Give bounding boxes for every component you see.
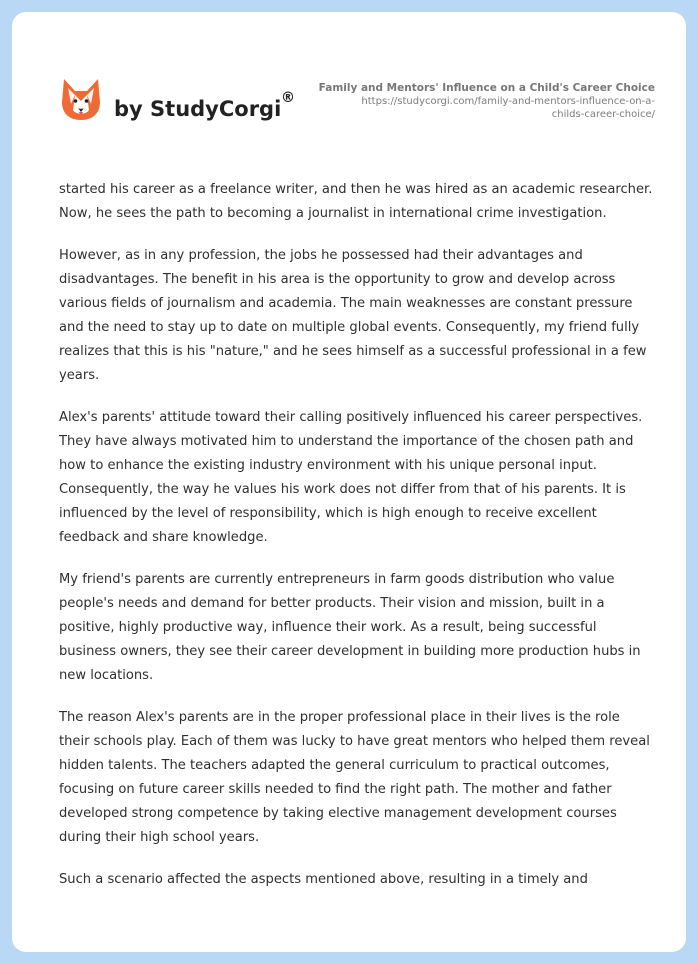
paragraph: started his career as a freelance writer, and then he was hired as an academic researcher. Now, he sees the path to becoming a journalist in international crime investigation. [59, 182, 653, 221]
source-title: Family and Mentors' Influence on a Child's Career Choice [318, 82, 655, 94]
document-header [12, 12, 686, 162]
source-info [295, 81, 655, 121]
paragraph: Such a scenario affected the aspects mentioned above, resulting in a timely and [59, 872, 588, 887]
paragraph: My friend's parents are currently entrepreneurs in farm goods distribution who value people's needs and demand for better products. Their vision and mission, built in a positive, highly productive way, influence their work. As a result, being successful business owners, they see their career development in building more production hubs in new locations. [59, 572, 641, 683]
corgi-logo-icon [60, 75, 102, 121]
document-page [12, 12, 686, 952]
paragraph: The reason Alex's parents are in the proper professional place in their lives is the role their schools play. Each of them was lucky to have great mentors who helped them reveal hidden talents. The teachers adapted the general curriculum to practical outcomes, focusing on future career skills needed to find the right path. The mother and father developed strong competence by taking elective management development courses during their high school years. [59, 710, 650, 845]
paragraph: Alex's parents' attitude toward their calling positively influenced his career perspectives. They have always motivated him to understand the importance of the chosen path and how to enhance the existing industry environment with his unique personal input. Consequently, the way he values his work does not differ from that of his parents. It is influenced by the level of responsibility, which is high enough to receive excellent feedback and share knowledge. [59, 410, 643, 545]
article-body [59, 178, 654, 910]
paragraph: However, as in any profession, the jobs he possessed had their advantages and disadvantages. The benefit in his area is the opportunity to grow and develop across various fields of journalism and academia. The main weaknesses are constant pressure and the need to stay up to date on multiple global events. Consequently, my friend fully realizes that this is his "nature," and he sees himself as a successful professional in a few years. [59, 248, 647, 383]
studycorgi-logo[interactable] [60, 75, 320, 135]
source-url[interactable]: https://studycorgi.com/family-and-mentors-influence-on-a- childs-career-choice/ [361, 96, 655, 120]
brand-name: by StudyCorgi [114, 97, 282, 121]
registered-mark: ® [281, 90, 295, 106]
